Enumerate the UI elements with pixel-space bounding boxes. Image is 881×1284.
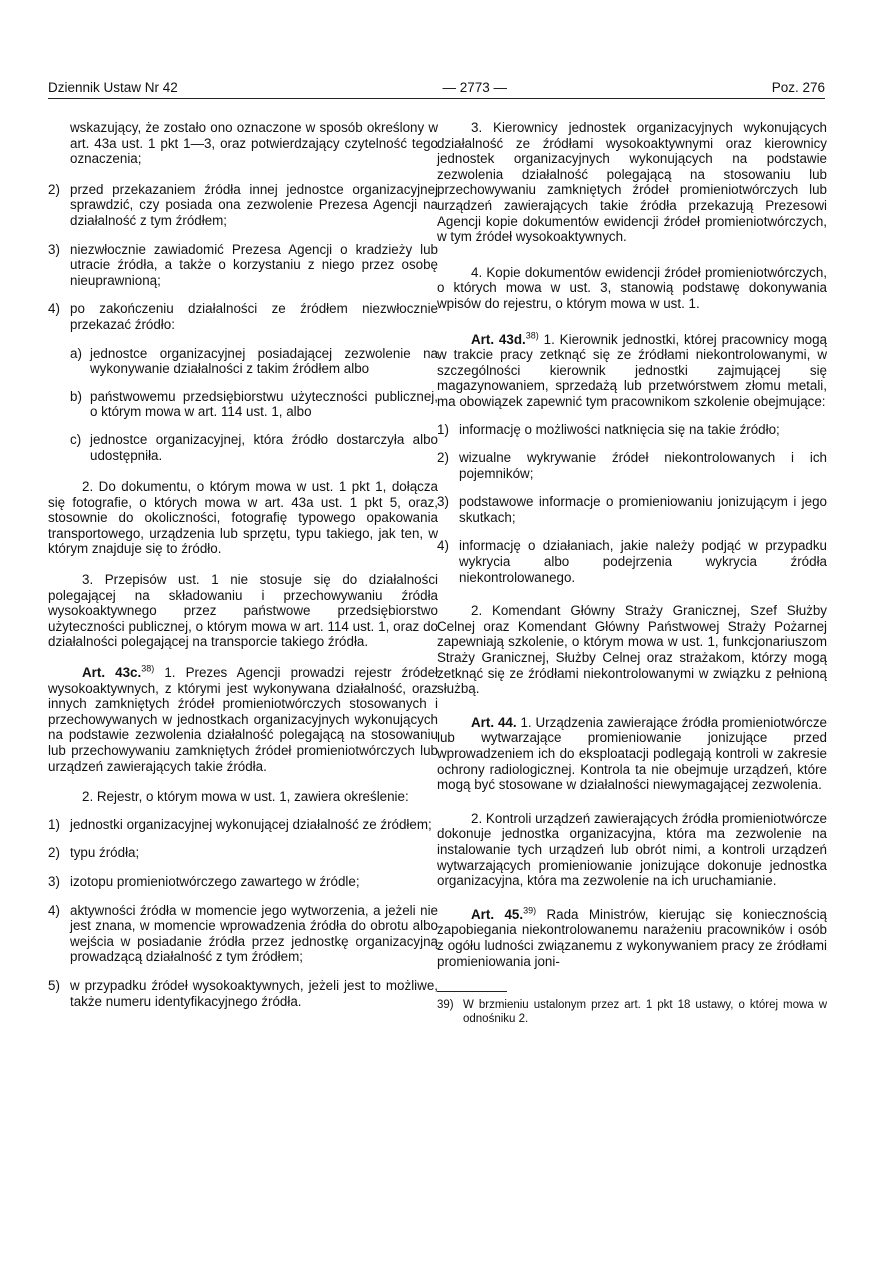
list-item bbox=[437, 450, 827, 481]
list-item bbox=[48, 978, 438, 1009]
list-item-number: 1) bbox=[48, 816, 60, 832]
article-text: 1. Urządzenia zawierające źródła promieniotwórcze lub wytwarzające promieniowanie jonizujące przed wprowadzeniem ich do eksploatacji podlegają kontroli w zakresie ochrony radiologicznej. Kontrola ta nie obejmuje urządzeń, które mogą być stosowane w działalności niewymagającej zezwolenia. bbox=[437, 714, 827, 793]
left-column bbox=[48, 120, 438, 1022]
list-item bbox=[48, 874, 438, 890]
list-item-number: 3) bbox=[48, 241, 60, 257]
list-item-text: jednostki organizacyjnej wykonującej działalność ze źródłem; bbox=[70, 816, 432, 832]
journal-title: Dziennik Ustaw Nr 42 bbox=[48, 80, 178, 95]
list-item-text: aktywności źródła w momencie jego wytworzenia, a jeżeli nie jest znana, w momencie wprowadzenia źródła do obrotu albo wejścia w posiadanie źródła przez jednostkę organizacyjną prowadzącą działalność z tym źródłem; bbox=[70, 902, 438, 965]
list-item bbox=[48, 301, 438, 332]
list-item-text: podstawowe informacje o promieniowaniu jonizującym i jego skutkach; bbox=[459, 494, 827, 525]
footnote bbox=[437, 998, 827, 1026]
paragraph: 2. Do dokumentu, o którym mowa w ust. 1 pkt 1, dołącza się fotografie, o których mowa w art. 43a ust. 1 pkt 5, oraz, stosownie do okoliczności, fotografię typowego opakowania transportowego, urządzenia lub sprzętu, typu takiego, jak ten, w którym znajduje się to źródło. bbox=[48, 479, 438, 557]
article-text: 1. Prezes Agencji prowadzi rejestr źródeł wysokoaktywnych, z którymi jest wykonywana działalność, oraz innych zamkniętych źródeł promieniotwórczych stosowanych i przechowywanych w jednostkach organizacyjnych wykonujących na podstawie zezwolenia działalność polegającą na stosowaniu lub przechowywaniu zamkniętych źródeł promieniotwórczych lub urządzeń zawierających takie źródła. bbox=[48, 665, 439, 774]
sub-item bbox=[70, 389, 438, 420]
article-label: Art. 45. bbox=[471, 906, 524, 922]
list-item bbox=[437, 422, 827, 438]
sub-item-letter: c) bbox=[70, 431, 82, 447]
paragraph: 3. Kierownicy jednostek organizacyjnych wykonujących działalność ze źródłami wysokoaktywnymi oraz kierownicy jednostek organizacyjnych wykonujących na podstawie zezwolenia działalność polegającą na stosowaniu lub przechowywaniu zamkniętych źródeł promieniotwórczych lub urządzeń zawierających takie źródła przekazują Prezesowi Agencji kopie dokumentów ewidencji źródeł promieniotwórczych, w tym źródeł wysokoaktywnych. bbox=[437, 120, 827, 245]
sub-item-letter: b) bbox=[70, 388, 82, 404]
list-item-text: wizualne wykrywanie źródeł niekontrolowanych i ich pojemników; bbox=[459, 450, 827, 481]
list-item-text: izotopu promieniotwórczego zawartego w źródle; bbox=[70, 873, 360, 889]
sub-item bbox=[70, 346, 438, 377]
list-item bbox=[48, 817, 438, 833]
sub-item-text: jednostce organizacyjnej, która źródło dostarczyła albo udostępniła. bbox=[90, 431, 438, 463]
footnote-ref: 38) bbox=[525, 330, 539, 341]
footnote-ref: 38) bbox=[141, 663, 155, 674]
paragraph: 4. Kopie dokumentów ewidencji źródeł promieniotwórczych, o których mowa w ust. 3, stanowią podstawę dokonywania wpisów do rejestru, o którym mowa w ust. 1. bbox=[437, 264, 827, 311]
list-item-text: po zakończeniu działalności ze źródłem niezwłocznie przekazać źródło: bbox=[70, 301, 438, 332]
article-label: Art. 43c. bbox=[82, 665, 142, 681]
list-item-text: informację o działaniach, jakie należy podjąć w przypadku wykrycia albo podejrzenia wykrycia źródła niekontrolowanego. bbox=[459, 538, 827, 585]
article-45 bbox=[437, 907, 827, 969]
article-43d bbox=[437, 332, 827, 410]
list-item bbox=[48, 845, 438, 861]
sub-item bbox=[70, 432, 438, 463]
list-item-number: 2) bbox=[48, 181, 60, 197]
list-item-number: 3) bbox=[48, 873, 60, 889]
list-item-number: 4) bbox=[48, 902, 60, 918]
footnote-ref: 39) bbox=[523, 905, 537, 916]
list-item-number: 3) bbox=[437, 494, 449, 510]
right-column bbox=[437, 120, 827, 1026]
list-item bbox=[48, 182, 438, 229]
list-item bbox=[48, 242, 438, 289]
list-item-number: 1) bbox=[437, 421, 449, 437]
list-item-text: typu źródła; bbox=[70, 845, 140, 861]
footnote-text: W brzmieniu ustalonym przez art. 1 pkt 18 ustawy, o której mowa w odnośniku 2. bbox=[463, 999, 827, 1026]
list-item-number: 5) bbox=[48, 977, 60, 993]
list-item-text: informację o możliwości natknięcia się na takie źródło; bbox=[459, 421, 780, 437]
list-item-number: 4) bbox=[48, 301, 60, 317]
list-item-number: 2) bbox=[437, 450, 449, 466]
page-number: — 2773 — bbox=[442, 80, 508, 95]
paragraph: 2. Rejestr, o którym mowa w ust. 1, zawiera określenie: bbox=[82, 789, 409, 805]
paragraph: 2. Komendant Główny Straży Granicznej, Szef Służby Celnej oraz Komendant Główny Państwowej Straży Pożarnej zapewniają szkolenie, o którym mowa w ust. 1, funkcjonariuszom Straży Granicznej, Służby Celnej oraz strażakom, którzy mogą zetknąć się ze źródłami niekontrolowanymi w związku z pełnioną służbą. bbox=[437, 603, 827, 697]
continued-item-text: wskazujący, że zostało ono oznaczone w sposób określony w art. 43a ust. 1 pkt 1—3, oraz potwierdzający czytelność tego oznaczenia; bbox=[70, 120, 438, 167]
sub-item-text: państwowemu przedsiębiorstwu użyteczności publicznej, o którym mowa w art. 114 ust. 1, albo bbox=[90, 388, 438, 420]
list-item-text: przed przekazaniem źródła innej jednostce organizacyjnej sprawdzić, czy posiada ona zezwolenie Prezesa Agencji na działalność z tym źródłem; bbox=[70, 181, 438, 228]
footnote-number: 39) bbox=[437, 999, 454, 1012]
paragraph: 3. Przepisów ust. 1 nie stosuje się do działalności polegającej na składowaniu i przechowywaniu źródła wysokoaktywnego przez państwowe przedsiębiorstwo użyteczności publicznej, o którym mowa w art. 114 ust. 1, oraz do działalności polegającej na transporcie takiego źródła. bbox=[48, 572, 438, 650]
paragraph: 2. Kontroli urządzeń zawierających źródła promieniotwórcze dokonuje jednostka organizacyjna, która ma zezwolenie na instalowanie tych urządzeń lub obrót nimi, a kontroli urządzeń wytwarzających promieniowanie jonizujące dokonuje jednostka organizacyjna, która ma zezwolenie na ich uruchamianie. bbox=[437, 810, 827, 889]
list-item bbox=[437, 538, 827, 585]
article-43c bbox=[48, 665, 438, 774]
sub-item-text: jednostce organizacyjnej posiadającej zezwolenie na wykonywanie działalności z takim źródłem albo bbox=[90, 345, 438, 377]
article-44 bbox=[437, 715, 827, 793]
article-label: Art. 43d. bbox=[471, 331, 526, 347]
article-label: Art. 44. bbox=[471, 714, 517, 730]
page-header bbox=[48, 80, 825, 99]
footnote-divider bbox=[437, 991, 507, 992]
list-item bbox=[48, 903, 438, 965]
list-item-number: 4) bbox=[437, 538, 449, 554]
position-number: Poz. 276 bbox=[771, 80, 825, 95]
article-text: 1. Kierownik jednostki, której pracownicy mogą w trakcie pracy zetknąć się ze źródłami niekontrolowanymi, w szczególności kierownik jednostki zajmującej się magazynowaniem, sprzedażą lub przetwórstwem złomu metali, ma obowiązek zapewnić tym pracownikom szkolenie obejmujące: bbox=[437, 331, 828, 409]
list-item-text: niezwłocznie zawiadomić Prezesa Agencji o kradzieży lub utracie źródła, a także o korzystaniu z niego przez osobę nieuprawnioną; bbox=[70, 241, 438, 288]
list-item-text: w przypadku źródeł wysokoaktywnych, jeżeli jest to możliwe, także numeru identyfikacyjnego źródła. bbox=[70, 977, 438, 1009]
article-text: Rada Ministrów, kierując się koniecznością zapobiegania niekontrolowanemu narażeniu pracowników i osób z ogółu ludności związanemu z wykonywaniem pracy ze źródłami promieniowania joni- bbox=[437, 906, 827, 969]
list-item bbox=[437, 494, 827, 525]
list-item-number: 2) bbox=[48, 845, 60, 861]
sub-item-letter: a) bbox=[70, 345, 82, 361]
